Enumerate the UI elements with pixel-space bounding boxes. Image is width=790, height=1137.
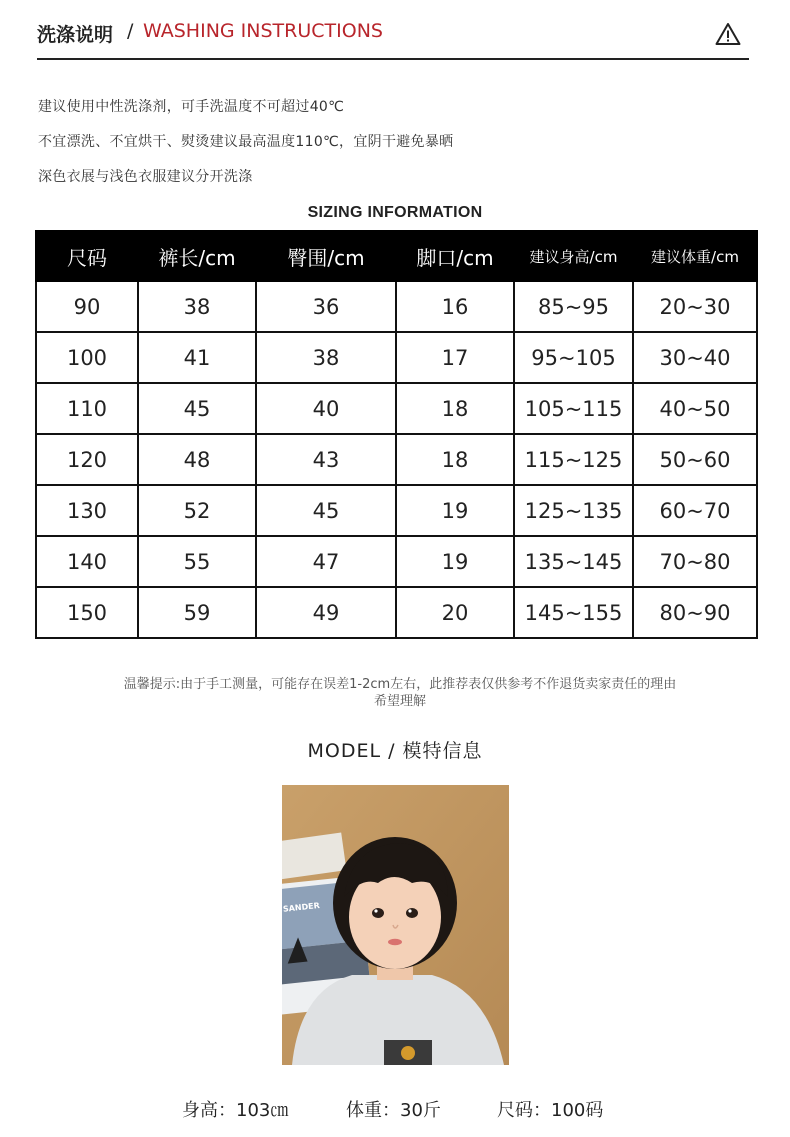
table-cell: 70~80 — [633, 536, 757, 587]
sizing-table — [35, 230, 758, 639]
note-line-1: 温馨提示:由于手工测量，可能存在误差1-2cm左右，此推荐表仅供参考不作退货卖家责任的理由 — [123, 677, 677, 692]
table-cell: 95~105 — [514, 332, 633, 383]
table-cell: 43 — [256, 434, 396, 485]
table-cell: 59 — [138, 587, 256, 638]
table-cell: 135~145 — [514, 536, 633, 587]
table-cell: 115~125 — [514, 434, 633, 485]
header-recommended-weight: 建议体重/cm — [633, 231, 757, 281]
table-cell: 16 — [396, 281, 514, 332]
table-cell: 30~40 — [633, 332, 757, 383]
table-cell: 130 — [36, 485, 138, 536]
model-photo-illustration — [282, 785, 509, 1065]
table-cell: 52 — [138, 485, 256, 536]
table-cell: 80~90 — [633, 587, 757, 638]
table-row — [36, 332, 757, 383]
table-cell: 36 — [256, 281, 396, 332]
table-cell: 45 — [256, 485, 396, 536]
table-cell: 125~135 — [514, 485, 633, 536]
table-cell: 41 — [138, 332, 256, 383]
header-hip: 臀围/cm — [256, 231, 396, 281]
model-title: MODEL / 模特信息 — [307, 740, 483, 762]
table-cell: 90 — [36, 281, 138, 332]
table-cell: 55 — [138, 536, 256, 587]
table-cell: 45 — [138, 383, 256, 434]
washing-line-1: 建议使用中性洗涤剂，可手洗温度不可超过40℃ — [38, 99, 345, 115]
model-height: 身高：103㎝ — [182, 1100, 289, 1121]
header-leg-opening: 脚口/cm — [396, 231, 514, 281]
table-cell: 100 — [36, 332, 138, 383]
model-size: 尺码：100码 — [497, 1100, 604, 1121]
table-cell: 20~30 — [633, 281, 757, 332]
washing-line-2: 不宜漂洗、不宜烘干、熨烫建议最高温度110℃，宜阴干避免暴晒 — [38, 134, 454, 150]
table-cell: 38 — [256, 332, 396, 383]
table-row — [36, 536, 757, 587]
warning-triangle-icon — [715, 22, 741, 46]
header-title-en: WASHING INSTRUCTIONS — [143, 20, 383, 42]
table-cell: 60~70 — [633, 485, 757, 536]
washing-line-3: 深色衣展与浅色衣服建议分开洗涤 — [38, 169, 253, 185]
table-row — [36, 281, 757, 332]
table-cell: 50~60 — [633, 434, 757, 485]
table-cell: 110 — [36, 383, 138, 434]
table-cell: 48 — [138, 434, 256, 485]
table-cell: 18 — [396, 383, 514, 434]
header-recommended-height: 建议身高/cm — [514, 231, 633, 281]
table-header-row — [36, 231, 757, 281]
table-cell: 105~115 — [514, 383, 633, 434]
table-cell: 49 — [256, 587, 396, 638]
header-separator: / — [127, 20, 134, 42]
model-photo — [282, 785, 509, 1065]
table-cell: 18 — [396, 434, 514, 485]
table-row — [36, 587, 757, 638]
header-size: 尺码 — [36, 231, 138, 281]
table-cell: 17 — [396, 332, 514, 383]
table-cell: 19 — [396, 536, 514, 587]
table-cell: 85~95 — [514, 281, 633, 332]
table-cell: 140 — [36, 536, 138, 587]
table-cell: 150 — [36, 587, 138, 638]
table-cell: 145~155 — [514, 587, 633, 638]
note-line-2: 希望理解 — [373, 694, 426, 709]
table-cell: 47 — [256, 536, 396, 587]
table-row — [36, 383, 757, 434]
table-cell: 38 — [138, 281, 256, 332]
header-title-zh: 洗涤说明 — [37, 24, 114, 46]
table-row — [36, 434, 757, 485]
table-cell: 40 — [256, 383, 396, 434]
measurement-note — [60, 676, 740, 710]
table-cell: 20 — [396, 587, 514, 638]
table-cell: 120 — [36, 434, 138, 485]
section-header — [37, 18, 749, 60]
poster-text: SANDER — [282, 900, 321, 914]
table-row — [36, 485, 757, 536]
model-weight: 体重：30斤 — [346, 1100, 441, 1121]
sizing-title: SIZING INFORMATION — [307, 204, 483, 221]
header-pants-length: 裤长/cm — [138, 231, 256, 281]
table-cell: 19 — [396, 485, 514, 536]
table-cell: 40~50 — [633, 383, 757, 434]
